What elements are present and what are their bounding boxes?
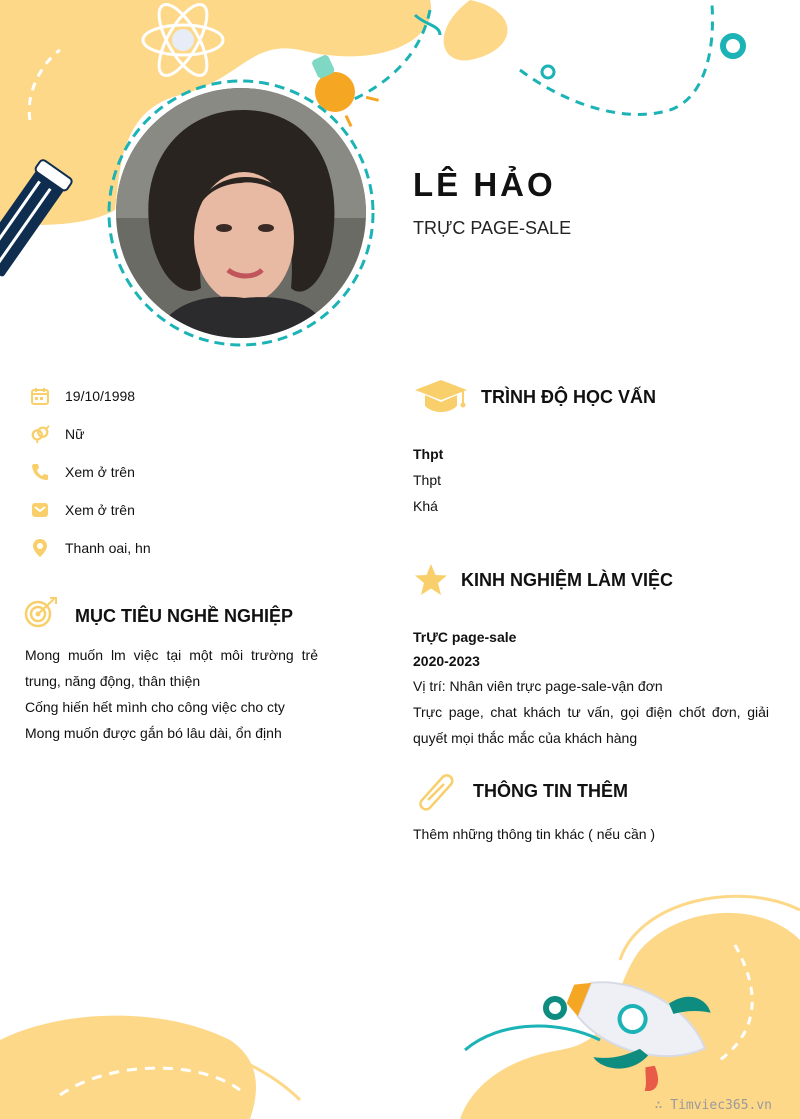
objective-line-2: Cống hiến hết mình cho công việc cho cty (25, 699, 285, 715)
paperclip-icon (413, 770, 459, 814)
candidate-name: LÊ HẢO (413, 166, 556, 203)
contact-address (30, 538, 151, 558)
contact-phone (30, 462, 135, 482)
job-title: TRỰC PAGE-SALE (413, 218, 572, 238)
experience-title: KINH NGHIỆM LÀM VIỆC (461, 570, 674, 590)
experience-description: Trực page, chat khách tư vấn, gọi điện chốt đơn, giải quyết mọi thắc mắc của khách hàng (413, 704, 769, 746)
objective-line-3: Mong muốn được gắn bó lâu dài, ổn định (25, 725, 282, 741)
target-icon (24, 596, 58, 630)
email-text: Xem ở trên (65, 502, 135, 518)
experience-position: Vị trí: Nhân viên trực page-sale-vận đơn (413, 678, 663, 694)
contact-gender (30, 424, 84, 444)
contact-email (30, 500, 135, 520)
star-icon (413, 563, 449, 597)
birthdate-text: 19/10/1998 (65, 388, 136, 404)
phone-icon (30, 462, 50, 482)
watermark-text: Timviec365.vn (670, 1098, 772, 1113)
objective-title: MỤC TIÊU NGHỀ NGHIỆP (75, 606, 294, 626)
education-school: Thpt (413, 446, 444, 462)
additional-title: THÔNG TIN THÊM (473, 781, 628, 801)
phone-text: Xem ở trên (65, 464, 135, 480)
education-title: TRÌNH ĐỘ HỌC VẤN (481, 387, 656, 407)
address-text: Thanh oai, hn (65, 540, 151, 556)
contact-birthdate (30, 386, 135, 406)
calendar-icon (30, 386, 50, 406)
graduation-cap-icon (413, 378, 469, 416)
objective-line-1: Mong muốn lm việc tại một môi trường trẻ trung, năng động, thân thiện (25, 647, 318, 689)
watermark-icon: ∴ (654, 1098, 671, 1113)
profile-photo (116, 88, 366, 338)
gender-icon (30, 424, 50, 444)
education-grade: Khá (413, 498, 438, 514)
watermark (655, 1098, 772, 1113)
experience-company: TrỰC page-sale (413, 629, 517, 645)
experience-period: 2020-2023 (413, 653, 480, 669)
email-icon (30, 500, 50, 520)
education-major: Thpt (413, 472, 442, 488)
gender-text: Nữ (65, 426, 85, 442)
location-pin-icon (30, 538, 50, 558)
additional-text: Thêm những thông tin khác ( nếu cần ) (413, 826, 656, 842)
